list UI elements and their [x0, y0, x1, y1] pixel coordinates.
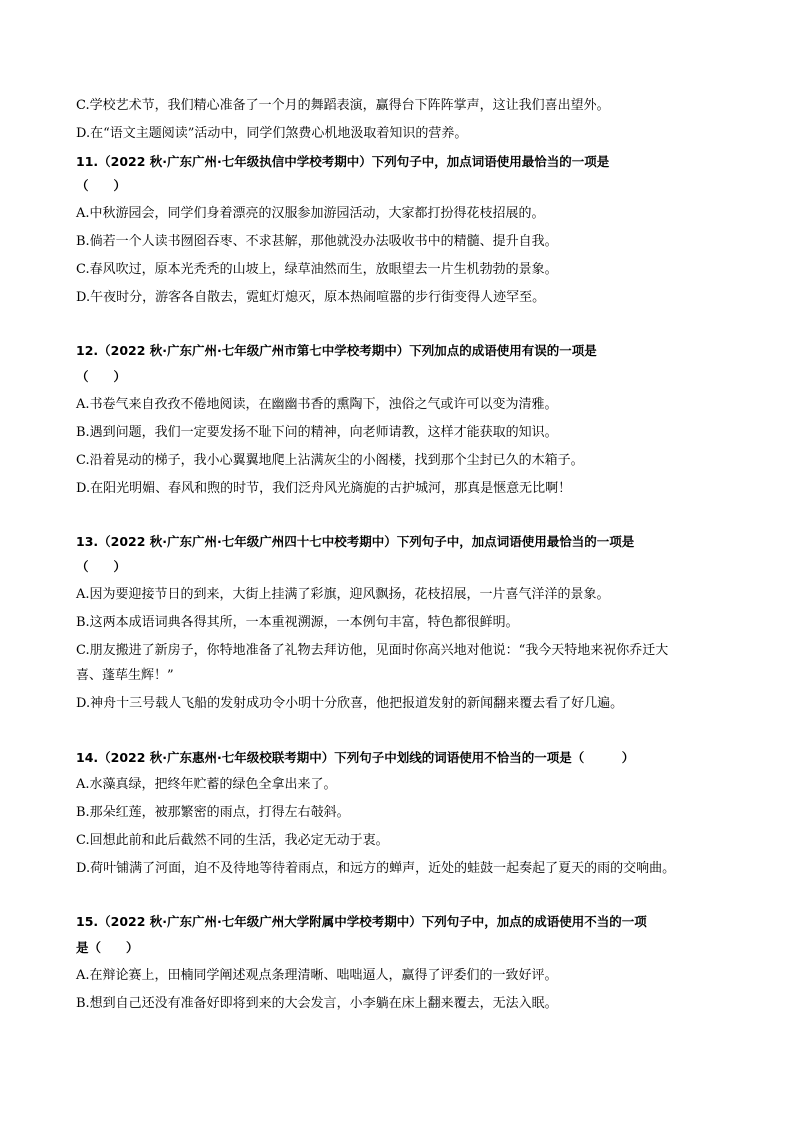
question-14-option-d: D.荷叶铺满了河面，迫不及待地等待着雨点，和远方的蝉声，近处的蛙鼓一起奏起了夏天的雨的交响曲。	[76, 861, 676, 876]
question-12-option-c: C.沿着晃动的梯子，我小心翼翼地爬上沾满灰尘的小阁楼，找到那个尘封已久的木箱子。	[76, 453, 584, 468]
question-15-option-b: B.想到自己还没有准备好即将到来的大会发言，小李躺在床上翻来覆去，无法入眠。	[76, 996, 558, 1011]
question-13-option-c: C.朋友搬进了新房子，你特地准备了礼物去拜访他，见面时你高兴地对他说：“我今天特地来祝你乔迁大	[76, 643, 669, 658]
question-14-option-a: A.水藻真绿，把终年贮蓄的绿色全拿出来了。	[76, 777, 337, 792]
question-11-paren: （ ）	[76, 178, 127, 193]
question-13-title: 13.（2022 秋·广东广州·七年级广州四十七中校考期中）下列句子中，加点词语使用最恰当的一项是	[76, 534, 635, 549]
question-15-title: 15.（2022 秋·广东广州·七年级广州大学附属中学校考期中）下列句子中，加点的成语使用不当的一项	[76, 914, 647, 929]
intro-option-c: C.学校艺术节，我们精心准备了一个月的舞蹈表演，赢得台下阵阵掌声，这让我们喜出望外。	[76, 98, 610, 113]
question-15-title-cont: 是（ ）	[76, 940, 139, 955]
question-14-option-b: B.那朵红莲，被那繁密的雨点，打得左右攲斜。	[76, 805, 350, 820]
question-11-option-b: B.倘若一个人读书囫囵吞枣、不求甚解，那他就没办法吸收书中的精髓、提升自我。	[76, 234, 558, 249]
question-11-option-c: C.春风吹过，原本光秃秃的山坡上，绿草油然而生，放眼望去一片生机勃勃的景象。	[76, 262, 558, 277]
question-14-title: 14.（2022 秋·广东惠州·七年级校联考期中）下列句子中划线的词语使用不恰当的一项是（ ）	[76, 750, 635, 765]
question-14-option-c: C.回想此前和此后截然不同的生活，我必定无动于衷。	[76, 833, 389, 848]
question-12-option-d: D.在阳光明媚、春风和煦的时节，我们泛舟风光旖旎的古护城河，那真是惬意无比啊！	[76, 481, 572, 496]
question-13-option-c-cont: 喜、蓬荜生辉！”	[76, 668, 174, 683]
question-11-option-a: A.中秋游园会，同学们身着漂亮的汉服参加游园活动，大家都打扮得花枝招展的。	[76, 206, 545, 221]
question-12-option-a: A.书卷气来自孜孜不倦地阅读，在幽幽书香的熏陶下，浊俗之气或许可以变为清雅。	[76, 397, 558, 412]
question-13-option-a: A.因为要迎接节日的到来，大街上挂满了彩旗，迎风飘扬，花枝招展，一片喜气洋洋的景象。	[76, 587, 610, 602]
question-15-option-a: A.在辩论赛上，田楠同学阐述观点条理清晰、咄咄逼人，赢得了评委们的一致好评。	[76, 968, 558, 983]
question-13-paren: （ ）	[76, 559, 127, 574]
question-13-option-d: D.神舟十三号载人飞船的发射成功令小明十分欣喜，他把报道发射的新闻翻来覆去看了好几遍。	[76, 696, 624, 711]
question-11-title: 11.（2022 秋·广东广州·七年级执信中学校考期中）下列句子中，加点词语使用最恰当的一项是	[76, 154, 610, 169]
question-11-option-d: D.午夜时分，游客各自散去，霓虹灯熄灭，原本热闹喧嚣的步行街变得人迹罕至。	[76, 290, 546, 305]
question-12-title: 12.（2022 秋·广东广州·七年级广州市第七中学校考期中）下列加点的成语使用有误的一项是	[76, 343, 597, 358]
question-12-paren: （ ）	[76, 369, 127, 384]
question-13-option-b: B.这两本成语词典各得其所，一本重视溯源，一本例句丰富，特色都很鲜明。	[76, 615, 519, 630]
question-12-option-b: B.遇到问题，我们一定要发扬不耻下问的精神，向老师请教，这样才能获取的知识。	[76, 425, 558, 440]
intro-option-d: D.在“语文主题阅读”活动中，同学们煞费心机地汲取着知识的营养。	[76, 126, 468, 141]
